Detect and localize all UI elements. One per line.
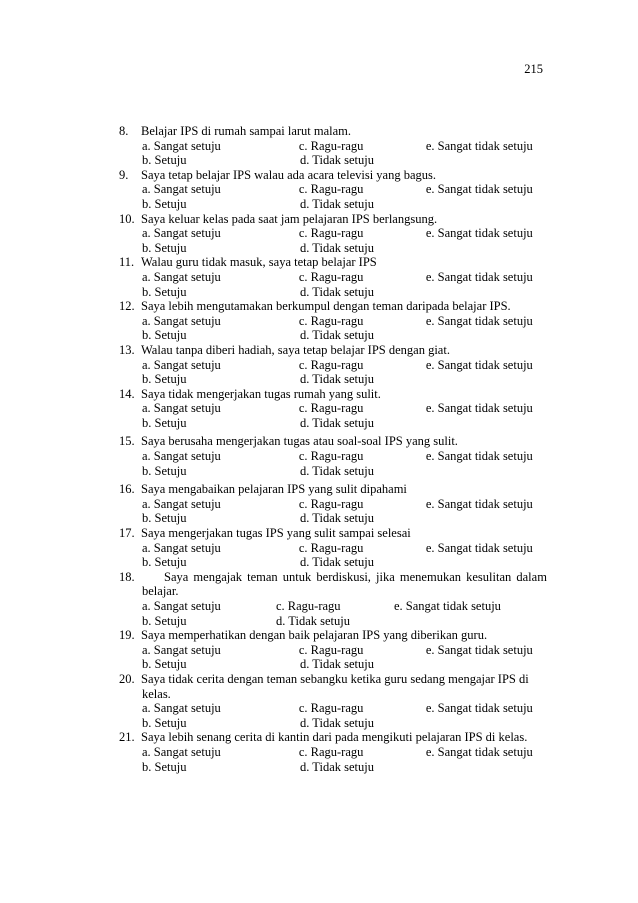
question-14 — [119, 387, 545, 431]
option-b[interactable]: b. Setuju — [142, 463, 187, 478]
question-text: Saya tidak cerita dengan teman sebangku ketika guru sedang mengajar IPS di — [141, 671, 529, 686]
option-c[interactable]: c. Ragu-ragu — [298, 449, 364, 464]
question-16 — [119, 482, 545, 526]
option-b[interactable]: b. Setuju — [142, 759, 187, 774]
option-b[interactable]: b. Setuju — [142, 613, 187, 628]
question-number: 21. — [119, 730, 135, 745]
option-c[interactable]: c. Ragu-ragu — [298, 138, 364, 153]
question-text: Walau guru tidak masuk, saya tetap belajar IPS — [141, 255, 377, 270]
option-b[interactable]: b. Setuju — [142, 240, 187, 255]
option-d[interactable]: d. Tidak setuju — [300, 196, 374, 211]
option-b[interactable]: b. Setuju — [142, 415, 187, 430]
option-d[interactable]: d. Tidak setuju — [300, 715, 374, 730]
option-d[interactable]: d. Tidak setuju — [300, 240, 374, 255]
option-a[interactable]: a. Sangat setuju — [142, 599, 221, 613]
question-number: 9. — [119, 167, 129, 182]
option-d[interactable]: d. Tidak setuju — [300, 463, 374, 478]
question-10 — [119, 212, 545, 256]
option-c[interactable]: c. Ragu-ragu — [298, 496, 364, 511]
question-text: Saya mengajak teman untuk berdiskusi, jika menemukan kesulitan dalam — [164, 569, 547, 584]
question-number: 18. — [119, 569, 135, 584]
option-d[interactable]: d. Tidak setuju — [300, 657, 374, 672]
option-b[interactable]: b. Setuju — [142, 328, 187, 343]
option-d[interactable]: d. Tidak setuju — [300, 415, 374, 430]
question-number: 8. — [119, 124, 129, 138]
option-e[interactable]: e. Sangat tidak setuju — [425, 313, 533, 328]
option-c[interactable]: c. Ragu-ragu — [298, 401, 364, 416]
question-8 — [119, 124, 545, 168]
questionnaire — [119, 124, 545, 774]
option-e[interactable]: e. Sangat tidak setuju — [425, 701, 533, 716]
question-number: 11. — [119, 255, 135, 270]
question-text: Saya mengerjakan tugas IPS yang sulit sampai selesai — [141, 526, 411, 541]
question-number: 15. — [119, 434, 135, 449]
option-b[interactable]: b. Setuju — [142, 715, 187, 730]
option-a[interactable]: a. Sangat setuju — [142, 744, 221, 759]
question-text: Belajar IPS di rumah sampai larut malam. — [141, 124, 352, 138]
question-text: Saya keluar kelas pada saat jam pelajaran IPS berlangsung. — [141, 211, 438, 226]
option-c[interactable]: c. Ragu-ragu — [298, 226, 364, 241]
option-b[interactable]: b. Setuju — [142, 284, 187, 299]
question-number: 20. — [119, 671, 135, 686]
option-e[interactable]: e. Sangat tidak setuju — [425, 496, 533, 511]
option-d[interactable]: d. Tidak setuju — [300, 153, 374, 168]
option-b[interactable]: b. Setuju — [142, 196, 187, 211]
option-d[interactable]: d. Tidak setuju — [300, 372, 374, 387]
option-b[interactable]: b. Setuju — [142, 555, 187, 570]
option-c[interactable]: c. Ragu-ragu — [298, 357, 364, 372]
option-e[interactable]: e. Sangat tidak setuju — [425, 182, 533, 197]
option-e[interactable]: e. Sangat tidak setuju — [425, 226, 533, 241]
option-d[interactable]: d. Tidak setuju — [300, 511, 374, 526]
question-text: Saya lebih mengutamakan berkumpul dengan teman daripada belajar IPS. — [141, 299, 511, 314]
option-b[interactable]: b. Setuju — [142, 153, 187, 168]
option-a[interactable]: a. Sangat setuju — [142, 226, 221, 241]
option-d[interactable]: d. Tidak setuju — [300, 555, 374, 570]
question-number: 19. — [119, 628, 135, 643]
option-a[interactable]: a. Sangat setuju — [142, 540, 221, 555]
question-text: Saya mengabaikan pelajaran IPS yang sulit dipahami — [141, 482, 407, 497]
option-e[interactable]: e. Sangat tidak setuju — [425, 138, 533, 153]
question-19 — [119, 628, 545, 672]
option-e[interactable]: e. Sangat tidak setuju — [425, 744, 533, 759]
question-number: 12. — [119, 299, 135, 314]
question-13 — [119, 343, 545, 387]
option-a[interactable]: a. Sangat setuju — [142, 182, 221, 197]
option-a[interactable]: a. Sangat setuju — [142, 496, 221, 511]
question-text: Saya lebih senang cerita di kantin dari pada mengikuti pelajaran IPS di kelas. — [141, 730, 528, 745]
option-a[interactable]: a. Sangat setuju — [142, 449, 221, 464]
option-c[interactable]: c. Ragu-ragu — [276, 599, 341, 613]
option-c[interactable]: c. Ragu-ragu — [298, 540, 364, 555]
question-number: 10. — [119, 211, 135, 226]
question-text: Walau tanpa diberi hadiah, saya tetap belajar IPS dengan giat. — [141, 342, 450, 357]
question-number: 17. — [119, 526, 135, 541]
option-a[interactable]: a. Sangat setuju — [142, 701, 221, 716]
question-11 — [119, 255, 545, 299]
option-a[interactable]: a. Sangat setuju — [142, 357, 221, 372]
option-e[interactable]: e. Sangat tidak setuju — [425, 642, 533, 657]
question-20 — [119, 672, 545, 730]
option-c[interactable]: c. Ragu-ragu — [298, 269, 364, 284]
option-c[interactable]: c. Ragu-ragu — [298, 701, 364, 716]
option-e[interactable]: e. Sangat tidak setuju — [425, 269, 533, 284]
question-number: 16. — [119, 482, 135, 497]
question-21 — [119, 730, 545, 774]
option-a[interactable]: a. Sangat setuju — [142, 401, 221, 416]
question-number: 14. — [119, 386, 135, 401]
option-b[interactable]: b. Setuju — [142, 372, 187, 387]
question-17 — [119, 526, 545, 570]
option-b[interactable]: b. Setuju — [142, 657, 187, 672]
question-text: Saya memperhatikan dengan baik pelajaran IPS yang diberikan guru. — [141, 628, 488, 643]
question-text: Saya tetap belajar IPS walau ada acara televisi yang bagus. — [141, 167, 437, 182]
question-15 — [119, 434, 545, 478]
question-text: Saya berusaha mengerjakan tugas atau soal-soal IPS yang sulit. — [141, 434, 458, 449]
option-c[interactable]: c. Ragu-ragu — [298, 642, 364, 657]
page-number: 215 — [524, 62, 543, 76]
question-9 — [119, 168, 545, 212]
option-b[interactable]: b. Setuju — [142, 511, 187, 526]
question-number: 13. — [119, 342, 135, 357]
question-12 — [119, 299, 545, 343]
option-d[interactable]: d. Tidak setuju — [300, 328, 374, 343]
question-text-continued: kelas. — [142, 686, 171, 701]
option-d[interactable]: d. Tidak setuju — [300, 284, 374, 299]
option-e[interactable]: e. Sangat tidak setuju — [425, 357, 533, 372]
option-e[interactable]: e. Sangat tidak setuju — [394, 599, 501, 613]
option-c[interactable]: c. Ragu-ragu — [298, 744, 364, 759]
option-e[interactable]: e. Sangat tidak setuju — [425, 401, 533, 416]
question-18 — [119, 570, 545, 628]
option-a[interactable]: a. Sangat setuju — [142, 138, 221, 153]
option-d[interactable]: d. Tidak setuju — [300, 759, 374, 774]
option-c[interactable]: c. Ragu-ragu — [298, 313, 364, 328]
question-text: Saya tidak mengerjakan tugas rumah yang sulit. — [141, 386, 381, 401]
option-e[interactable]: e. Sangat tidak setuju — [425, 449, 533, 464]
option-c[interactable]: c. Ragu-ragu — [298, 182, 364, 197]
option-a[interactable]: a. Sangat setuju — [142, 269, 221, 284]
option-d[interactable]: d. Tidak setuju — [276, 613, 350, 628]
option-e[interactable]: e. Sangat tidak setuju — [425, 540, 533, 555]
question-text-continued: belajar. — [142, 584, 179, 599]
option-a[interactable]: a. Sangat setuju — [142, 313, 221, 328]
option-a[interactable]: a. Sangat setuju — [142, 642, 221, 657]
